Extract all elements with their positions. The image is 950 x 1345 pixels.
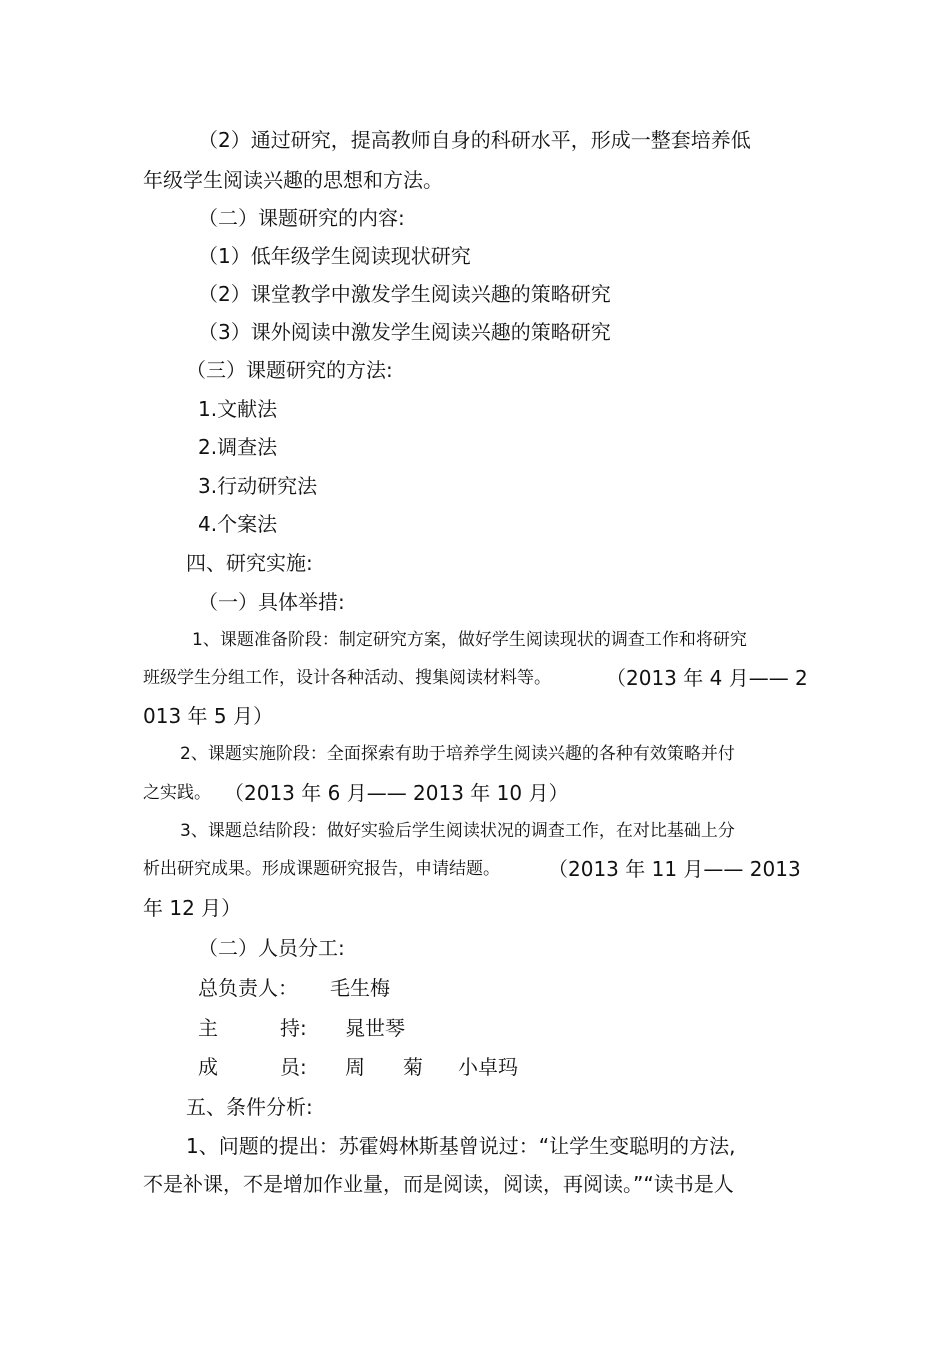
method-item-1: 1.文献法 bbox=[198, 397, 278, 421]
methods-heading: （三）课题研究的方法: bbox=[186, 358, 393, 382]
content-item-1: （1）低年级学生阅读现状研究 bbox=[198, 244, 471, 268]
staff-host-name: 晁世琴 bbox=[345, 1016, 405, 1040]
content-item-3: （3）课外阅读中激发学生阅读兴趣的策略研究 bbox=[198, 320, 611, 344]
stage-1-line-3: 013 年 5 月） bbox=[143, 704, 273, 728]
stage-3-line-1: 3、课题总结阶段：做好实验后学生阅读状况的调查工作，在对比基础上分 bbox=[180, 821, 735, 841]
stage-2-line-2-date: （2013 年 6 月—— 2013 年 10 月） bbox=[224, 781, 569, 805]
implementation-heading: 四、研究实施: bbox=[186, 551, 313, 575]
content-item-2: （2）课堂教学中激发学生阅读兴趣的策略研究 bbox=[198, 282, 611, 306]
staff-member-label-b: 员: bbox=[280, 1055, 307, 1079]
method-item-2: 2.调查法 bbox=[198, 435, 278, 459]
staff-member-1b: 菊 bbox=[403, 1055, 423, 1079]
stage-1-line-2-text: 班级学生分组工作，设计各种活动、搜集阅读材料等。 bbox=[143, 668, 551, 688]
content-heading: （二）课题研究的内容: bbox=[198, 206, 405, 230]
stage-1-line-2-date: （2013 年 4 月—— 2 bbox=[606, 666, 808, 690]
stage-3-line-2-date: （2013 年 11 月—— 2013 bbox=[548, 857, 801, 881]
staff-host-label-a: 主 bbox=[198, 1016, 218, 1040]
staff-member-1a: 周 bbox=[345, 1055, 365, 1079]
method-item-3: 3.行动研究法 bbox=[198, 474, 318, 498]
goal-item-2-line-1: （2）通过研究，提高教师自身的科研水平，形成一整套培养低 bbox=[198, 128, 751, 152]
stage-3-line-2-text: 析出研究成果。形成课题研究报告，申请结题。 bbox=[143, 859, 500, 879]
analysis-para-line-2: 不是补课，不是增加作业量，而是阅读，阅读，再阅读。”“读书是人 bbox=[143, 1172, 734, 1196]
analysis-heading: 五、条件分析: bbox=[186, 1095, 313, 1119]
goal-item-2-line-2: 年级学生阅读兴趣的思想和方法。 bbox=[143, 168, 443, 192]
analysis-para-line-1: 1、问题的提出：苏霍姆林斯基曾说过：“让学生变聪明的方法, bbox=[186, 1134, 736, 1158]
staff-leader-label: 总负责人： bbox=[198, 976, 298, 1000]
staff-member-2: 小卓玛 bbox=[458, 1055, 518, 1079]
staff-member-label-a: 成 bbox=[198, 1055, 218, 1079]
stage-1-line-1: 1、课题准备阶段：制定研究方案，做好学生阅读现状的调查工作和将研究 bbox=[192, 630, 747, 650]
stage-2-line-1: 2、课题实施阶段：全面探索有助于培养学生阅读兴趣的各种有效策略并付 bbox=[180, 744, 735, 764]
staff-host-label-b: 持: bbox=[280, 1016, 307, 1040]
staff-leader-name: 毛生梅 bbox=[330, 976, 390, 1000]
method-item-4: 4.个案法 bbox=[198, 512, 278, 536]
stage-3-line-3: 年 12 月） bbox=[143, 896, 242, 920]
measures-heading: （一）具体举措: bbox=[198, 590, 345, 614]
staff-heading: （二）人员分工: bbox=[198, 936, 345, 960]
stage-2-line-2-text: 之实践。 bbox=[143, 783, 211, 803]
